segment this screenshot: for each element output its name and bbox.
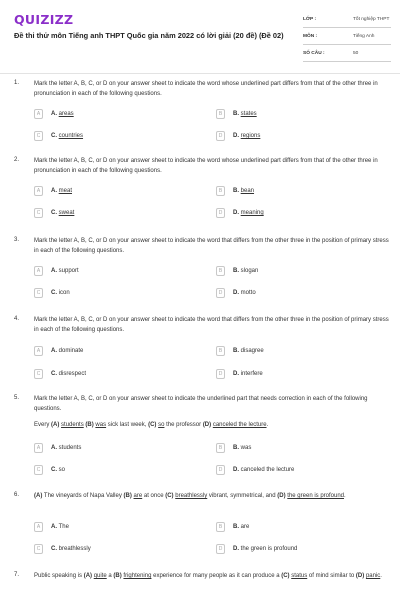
worksheet-header: [14, 12, 390, 64]
question-prompt: Public speaking is (A) quite a (B) frightening experience for many people as it can produce a (C) status of mind similar to (D) panic.: [34, 573, 382, 579]
option-text: C. so: [51, 467, 66, 473]
option-c[interactable]: [34, 369, 184, 380]
question-number: 2.: [14, 157, 20, 163]
question-sentence: Every (A) students (B) was sick last week, (C) so the professor (D) canceled the lecture.: [34, 422, 269, 428]
option-a[interactable]: [34, 109, 184, 120]
option-c[interactable]: [34, 131, 184, 142]
question-number: 5.: [14, 395, 20, 401]
option-text: D. the green is profound: [233, 546, 298, 552]
option-text: B. states: [233, 111, 257, 117]
option-text: A. dominate: [51, 348, 84, 354]
option-box: A: [34, 346, 43, 356]
option-c[interactable]: [34, 544, 184, 555]
option-d[interactable]: [216, 544, 366, 555]
option-text: A. meat: [51, 188, 73, 194]
option-text: C. breathlessly: [51, 546, 91, 552]
worksheet-title: Đề thi thử môn Tiếng anh THPT Quốc gia năm 2022 có lời giải (20 đề) (Đề 02): [14, 31, 284, 40]
option-b[interactable]: [216, 109, 366, 120]
meta-value: Tốt nghiệp THPT: [353, 17, 390, 22]
meta-row-class: [303, 14, 391, 28]
question-number: 4.: [14, 316, 20, 322]
option-box: C: [34, 369, 43, 379]
option-b[interactable]: [216, 186, 366, 197]
option-box: B: [216, 346, 225, 356]
option-text: B. was: [233, 445, 252, 451]
option-b[interactable]: [216, 522, 366, 533]
option-box: D: [216, 544, 225, 554]
option-text: D. meaning: [233, 210, 264, 216]
meta-row-question-count: [303, 48, 391, 62]
meta-label: SỐ CÂU :: [303, 51, 325, 56]
option-box: A: [34, 266, 43, 276]
question-number: 3.: [14, 237, 20, 243]
option-a[interactable]: [34, 186, 184, 197]
option-box: B: [216, 186, 225, 196]
quizizz-logo: QUIZIZZ: [14, 12, 74, 27]
option-text: C. countries: [51, 133, 84, 139]
option-text: D. regions: [233, 133, 261, 139]
header-divider: [0, 73, 400, 74]
option-c[interactable]: [34, 208, 184, 219]
question-prompt: Mark the letter A, B, C, or D on your answer sheet to indicate the word that differs from the other three in the position of primary stress in each of the following questions.: [34, 317, 389, 333]
option-text: B. bean: [233, 188, 255, 194]
option-text: B. slogan: [233, 268, 259, 274]
option-text: C. icon: [51, 290, 70, 296]
option-d[interactable]: [216, 369, 366, 380]
option-box: A: [34, 443, 43, 453]
option-a[interactable]: [34, 443, 184, 454]
question-number: 1.: [14, 80, 20, 86]
option-box: D: [216, 369, 225, 379]
option-text: A. support: [51, 268, 79, 274]
option-box: C: [34, 288, 43, 298]
option-text: A. areas: [51, 111, 74, 117]
option-b[interactable]: [216, 443, 366, 454]
option-box: C: [34, 465, 43, 475]
option-d[interactable]: [216, 131, 366, 142]
option-box: C: [34, 544, 43, 554]
meta-value: Tiếng Anh: [353, 34, 375, 39]
option-text: A. The: [51, 524, 69, 530]
option-text: D. motto: [233, 290, 256, 296]
meta-label: MÔN :: [303, 34, 318, 39]
option-c[interactable]: [34, 465, 184, 476]
question-number: 7.: [14, 572, 20, 578]
option-a[interactable]: [34, 346, 184, 357]
option-text: C. sweat: [51, 210, 75, 216]
option-box: B: [216, 443, 225, 453]
option-a[interactable]: [34, 522, 184, 533]
option-box: D: [216, 288, 225, 298]
meta-value: 50: [353, 51, 359, 56]
option-box: D: [216, 131, 225, 141]
option-box: A: [34, 186, 43, 196]
question-prompt: Mark the letter A, B, C, or D on your answer sheet to indicate the word that differs from the other three in the position of primary stress in each of the following questions.: [34, 238, 389, 254]
option-a[interactable]: [34, 266, 184, 277]
question-prompt: Mark the letter A, B, C, or D on your answer sheet to indicate the underlined part that needs correction in each of the following questions.: [34, 396, 368, 412]
option-box: B: [216, 522, 225, 532]
option-text: B. are: [233, 524, 250, 530]
option-b[interactable]: [216, 346, 366, 357]
worksheet-meta: [303, 14, 391, 65]
question-prompt: Mark the letter A, B, C, or D on your answer sheet to indicate the word whose underlined part differs from that of the other three in pronunciation in each of the following questions.: [34, 81, 378, 97]
option-d[interactable]: [216, 208, 366, 219]
option-box: A: [34, 522, 43, 532]
option-text: C. disrespect: [51, 371, 87, 377]
option-box: A: [34, 109, 43, 119]
option-text: D. canceled the lecture: [233, 467, 295, 473]
option-d[interactable]: [216, 288, 366, 299]
option-text: B. disagree: [233, 348, 264, 354]
option-text: D. interfere: [233, 371, 263, 377]
option-box: D: [216, 465, 225, 475]
option-b[interactable]: [216, 266, 366, 277]
option-d[interactable]: [216, 465, 366, 476]
option-box: C: [34, 131, 43, 141]
question-prompt: Mark the letter A, B, C, or D on your answer sheet to indicate the word whose underlined part differs from that of the other three in pronunciation in each of the following questions.: [34, 158, 378, 174]
question-prompt: (A) The vineyards of Napa Valley (B) are at once (C) breathlessly vibrant, symmetrical, and (D) the green is profound.: [34, 493, 346, 499]
option-box: B: [216, 266, 225, 276]
option-box: D: [216, 208, 225, 218]
meta-row-subject: [303, 31, 391, 45]
option-text: A. students: [51, 445, 82, 451]
option-box: B: [216, 109, 225, 119]
question-number: 6.: [14, 492, 20, 498]
meta-label: LỚP :: [303, 17, 317, 22]
option-c[interactable]: [34, 288, 184, 299]
option-box: C: [34, 208, 43, 218]
